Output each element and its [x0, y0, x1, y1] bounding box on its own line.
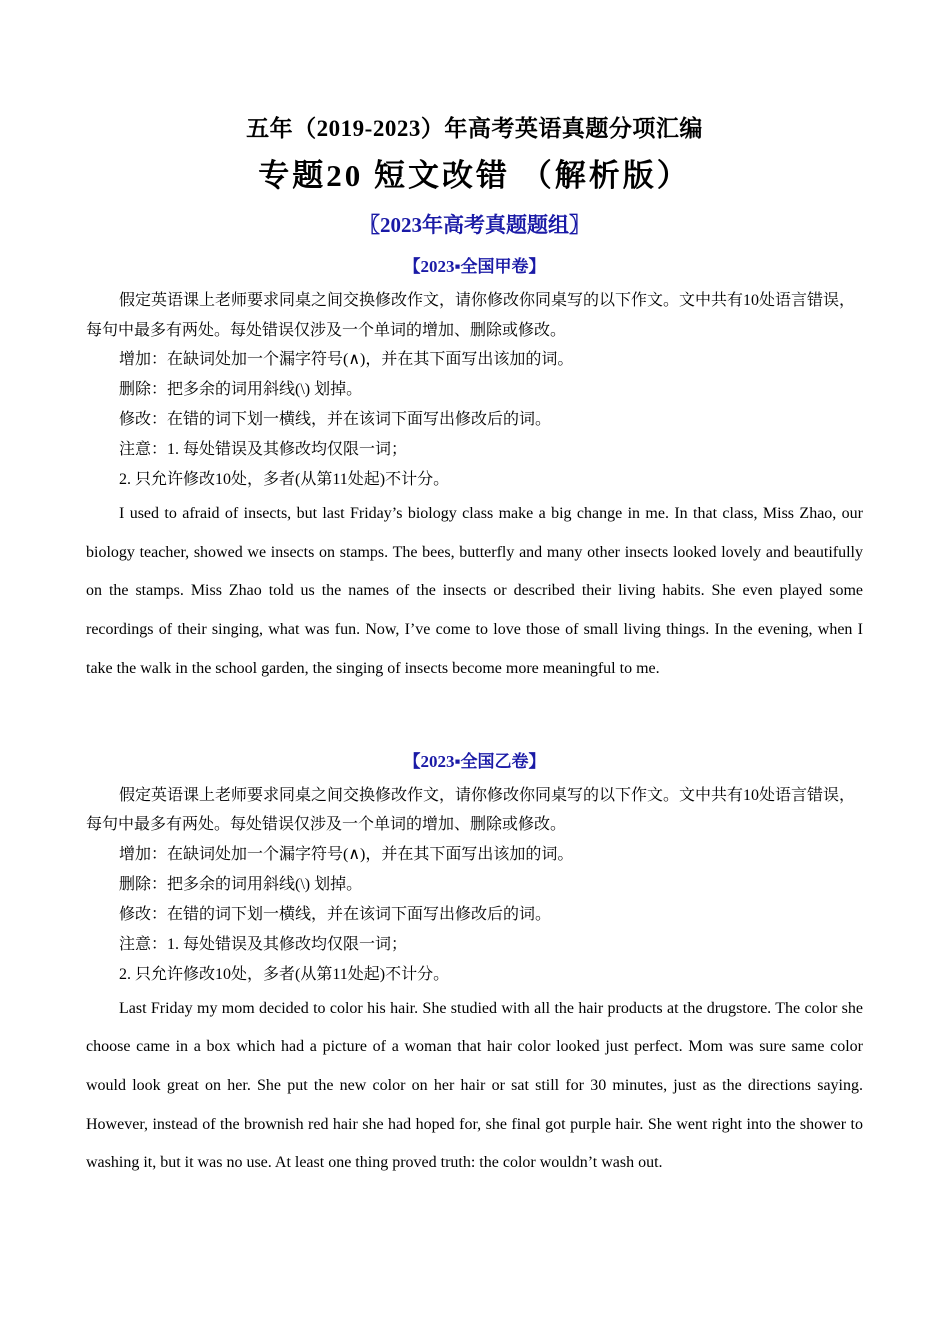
instruction-intro: 假定英语课上老师要求同桌之间交换修改作文，请你修改你同桌写的以下作文。文中共有10处语言错误，每句中最多有两处。每处错误仅涉及一个单词的增加、删除或修改。 — [86, 786, 856, 834]
instruction-note-2: 2. 只允许修改10处，多者(从第11处起)不计分。 — [119, 965, 450, 983]
section-yi — [86, 749, 863, 1184]
instruction-add: 增加：在缺词处加一个漏字符号(∧)，并在其下面写出该加的词。 — [119, 351, 574, 368]
instruction-note-1: 注意：1. 每处错误及其修改均仅限一词； — [119, 935, 408, 953]
section-jia — [86, 254, 863, 689]
instruction-modify: 修改：在错的词下划一横线，并在该词下面写出修改后的词。 — [119, 905, 552, 923]
instruction-note-2: 2. 只允许修改10处，多者(从第11处起)不计分。 — [119, 471, 450, 488]
main-title: 五年（2019-2023）年高考英语真题分项汇编 — [246, 116, 703, 141]
instruction-add: 增加：在缺词处加一个漏字符号(∧)，并在其下面写出该加的词。 — [119, 845, 574, 863]
group-title: 〖2023年高考真题题组〗 — [359, 213, 590, 237]
instruction-intro: 假定英语课上老师要求同桌之间交换修改作文，请你修改你同桌写的以下作文。文中共有10处语言错误，每句中最多有两处。每处错误仅涉及一个单词的增加、删除或修改。 — [86, 292, 856, 339]
instruction-delete: 删除：把多余的词用斜线(\) 划掉。 — [119, 875, 363, 893]
passage-text: Last Friday my mom decided to color his hair. She studied with all the hair products at the drugstore. The color she choose came in a box which had a picture of a woman that hair color looked just perfect. Mom was sure same color would look great on her. She put the new color on her hair or sat still for 30 minutes, just as the directions saying. However, instead of the brownish red hair she had hoped for, she final got purple hair. She went right into the shower to washing it, but it was no use. At least one thing proved truth: the color wouldn’t wash out. — [86, 999, 863, 1172]
sub-title: 专题20 短文改错 （解析版） — [258, 158, 691, 193]
document-page — [86, 112, 863, 1183]
section-title: 【2023▪全国乙卷】 — [403, 751, 546, 771]
section-title: 【2023▪全国甲卷】 — [403, 257, 546, 276]
passage-text: I used to afraid of insects, but last Friday’s biology class make a big change in me. In that class, Miss Zhao, our biology teacher, showed we insects on stamps. The bees, butterfly and many other insects looked lovely and beautifully on the stamps. Miss Zhao told us the names of the insects or described their living habits. She even played some recordings of their singing, what was fun. Now, I’ve come to love those of small living things. In the evening, when I take the walk in the school garden, the singing of insects become more meaningful to me. — [86, 505, 863, 677]
instruction-note-1: 注意：1. 每处错误及其修改均仅限一词； — [119, 441, 408, 458]
instruction-delete: 删除：把多余的词用斜线(\) 划掉。 — [119, 381, 363, 398]
instruction-modify: 修改：在错的词下划一横线，并在该词下面写出修改后的词。 — [119, 411, 552, 428]
